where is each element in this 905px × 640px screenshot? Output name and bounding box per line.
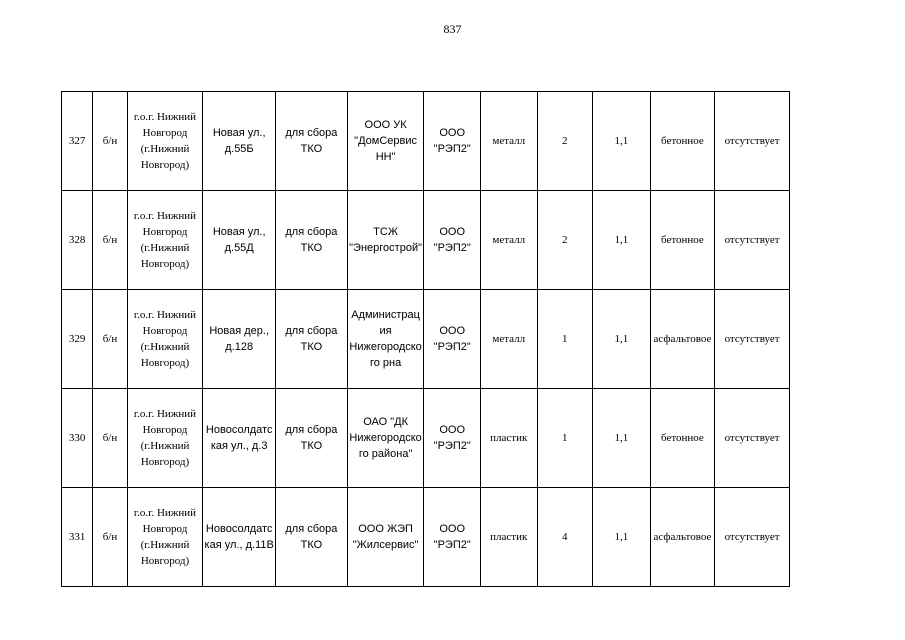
cell-count: 1 bbox=[537, 290, 593, 389]
cell-number: 330 bbox=[62, 389, 93, 488]
cell-district: г.о.г. Нижний Новгород (г.Нижний Новгород) bbox=[127, 389, 203, 488]
cell-purpose: для сбора ТКО bbox=[276, 191, 348, 290]
cell-address: Новосолдатская ул., д.11В bbox=[203, 488, 276, 587]
cell-material: пластик bbox=[480, 488, 537, 587]
table-row bbox=[62, 92, 790, 191]
cell-purpose: для сбора ТКО bbox=[276, 488, 348, 587]
cell-fence: отсутствует bbox=[715, 488, 790, 587]
cell-volume: 1,1 bbox=[593, 191, 651, 290]
table-row bbox=[62, 191, 790, 290]
cell-owner: Администрация Нижегородского рна bbox=[347, 290, 424, 389]
cell-registry-id: б/н bbox=[93, 191, 127, 290]
cell-operator: ООО "РЭП2" bbox=[424, 290, 481, 389]
cell-operator: ООО "РЭП2" bbox=[424, 488, 481, 587]
table-row bbox=[62, 389, 790, 488]
cell-surface: асфальтовое bbox=[650, 488, 715, 587]
cell-number: 331 bbox=[62, 488, 93, 587]
cell-volume: 1,1 bbox=[593, 290, 651, 389]
cell-fence: отсутствует bbox=[715, 389, 790, 488]
cell-registry-id: б/н bbox=[93, 92, 127, 191]
cell-address: Новая дер., д.128 bbox=[203, 290, 276, 389]
cell-operator: ООО "РЭП2" bbox=[424, 389, 481, 488]
cell-district: г.о.г. Нижний Новгород (г.Нижний Новгород) bbox=[127, 290, 203, 389]
cell-material: металл bbox=[480, 191, 537, 290]
cell-district: г.о.г. Нижний Новгород (г.Нижний Новгород) bbox=[127, 488, 203, 587]
cell-number: 327 bbox=[62, 92, 93, 191]
cell-fence: отсутствует bbox=[715, 191, 790, 290]
cell-volume: 1,1 bbox=[593, 488, 651, 587]
cell-count: 1 bbox=[537, 389, 593, 488]
cell-purpose: для сбора ТКО bbox=[276, 290, 348, 389]
cell-material: пластик bbox=[480, 389, 537, 488]
cell-number: 328 bbox=[62, 191, 93, 290]
cell-district: г.о.г. Нижний Новгород (г.Нижний Новгород) bbox=[127, 92, 203, 191]
cell-volume: 1,1 bbox=[593, 389, 651, 488]
table-row bbox=[62, 290, 790, 389]
cell-address: Новосолдатская ул., д.3 bbox=[203, 389, 276, 488]
cell-count: 2 bbox=[537, 191, 593, 290]
cell-number: 329 bbox=[62, 290, 93, 389]
cell-registry-id: б/н bbox=[93, 389, 127, 488]
cell-owner: ООО ЖЭП "Жилсервис" bbox=[347, 488, 424, 587]
cell-count: 2 bbox=[537, 92, 593, 191]
cell-fence: отсутствует bbox=[715, 92, 790, 191]
cell-district: г.о.г. Нижний Новгород (г.Нижний Новгород) bbox=[127, 191, 203, 290]
cell-address: Новая ул., д.55Д bbox=[203, 191, 276, 290]
cell-material: металл bbox=[480, 290, 537, 389]
cell-fence: отсутствует bbox=[715, 290, 790, 389]
cell-purpose: для сбора ТКО bbox=[276, 92, 348, 191]
cell-volume: 1,1 bbox=[593, 92, 651, 191]
cell-surface: бетонное bbox=[650, 92, 715, 191]
table-row bbox=[62, 488, 790, 587]
page-number: 837 bbox=[443, 22, 462, 36]
cell-owner: ТСЖ "Энергострой" bbox=[347, 191, 424, 290]
cell-owner: ОАО "ДК Нижегородского района" bbox=[347, 389, 424, 488]
cell-surface: бетонное bbox=[650, 191, 715, 290]
registry-table bbox=[61, 91, 790, 587]
cell-registry-id: б/н bbox=[93, 488, 127, 587]
cell-material: металл bbox=[480, 92, 537, 191]
cell-count: 4 bbox=[537, 488, 593, 587]
cell-operator: ООО "РЭП2" bbox=[424, 92, 481, 191]
cell-address: Новая ул., д.55Б bbox=[203, 92, 276, 191]
cell-operator: ООО "РЭП2" bbox=[424, 191, 481, 290]
cell-surface: асфальтовое bbox=[650, 290, 715, 389]
cell-surface: бетонное bbox=[650, 389, 715, 488]
cell-purpose: для сбора ТКО bbox=[276, 389, 348, 488]
cell-registry-id: б/н bbox=[93, 290, 127, 389]
cell-owner: ООО УК "ДомСервис НН" bbox=[347, 92, 424, 191]
